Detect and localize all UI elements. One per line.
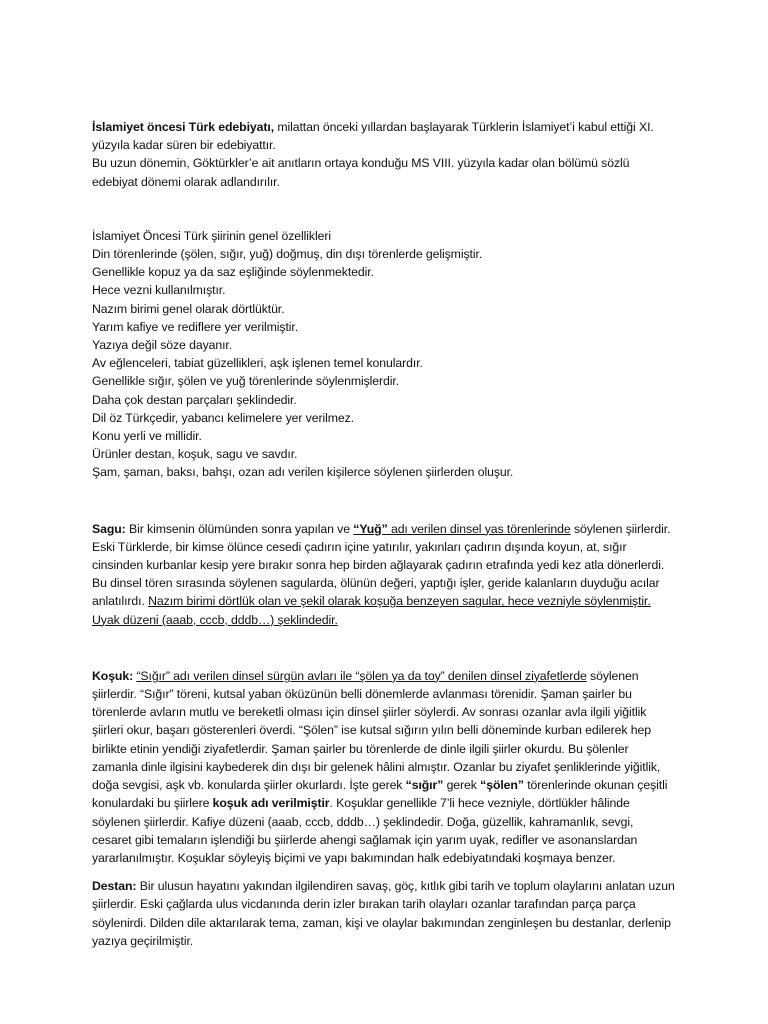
feature-item: Genellikle kopuz ya da saz eşliğinde söylenmektedir.	[92, 265, 374, 280]
destan-paragraph	[92, 877, 676, 950]
feature-item: Hece vezni kullanılmıştır.	[92, 283, 226, 298]
intro-text-1: milattan önceki yıllardan başlayarak Türklerin İslamiyet’i kabul ettiği XI. yüzyıla kadar süren bir edebiyattır.	[92, 120, 654, 153]
feature-item: Din törenlerinde (şölen, sığır, yuğ) doğmuş, din dışı törenlerde gelişmiştir.	[92, 247, 483, 262]
feature-item: Yazıya değil söze dayanır.	[92, 338, 233, 353]
feature-item: Av eğlenceleri, tabiat güzellikleri, aşk işlenen temel konulardır.	[92, 356, 423, 371]
destan-text: Bir ulusun hayatını yakından ilgilendiren savaş, göç, kıtlık gibi tarih ve toplum olaylarını anlatan uzun şiirlerdir. Eski çağlarda ulus vicdanında derin izler bırakan tarih olayları ozanlar tarafından parça parça söylenirdi. Dilden dile aktarılarak tema, zaman, kişi ve olaylar bakımından zenginleşen bu destanlar, derlenip yazıya geçirilmiştir.	[92, 879, 675, 948]
destan-term: Destan:	[92, 879, 137, 894]
sagu-text-4: Bu dinsel tören sırasında söylenen sagularda, ölünün değeri, yaptığı işler, geride kalanların duyduğu acılar anlatılırdı.	[92, 576, 660, 609]
sagu-yug-term: “Yuğ”	[353, 521, 388, 536]
feature-item: Ürünler destan, koşuk, sagu ve savdır.	[92, 447, 298, 462]
feature-item: Genellikle sığır, şölen ve yuğ törenlerinde söylenmişlerdir.	[92, 374, 400, 389]
feature-item: Dil öz Türkçedir, yabancı kelimelere yer verilmez.	[92, 410, 354, 425]
kosuk-solen-term: “şölen”	[480, 778, 524, 793]
kosuk-text-3: gerek	[443, 778, 481, 793]
sagu-term: Sagu:	[92, 521, 126, 536]
sagu-paragraph-2	[92, 574, 676, 629]
feature-item: Nazım birimi genel olarak dörtlüktür.	[92, 301, 285, 316]
kosuk-sigir-term: “sığır”	[405, 778, 444, 793]
kosuk-text-2: söylenen şiirlerdir. “Sığır” töreni, kutsal yaban öküzünün belli dönemlerde avlanması törenidir. Şaman şairler bu törenlerde avların mutlu ve bereketli olması için dinsel şiirler söylerdi. Av sonrası ozanlar avla ilgili yiğitlik şiirleri okur, başarı gösterenleri överdi. “Şölen” ise kutsal sığırın yılın belli döneminde kurban edilerek hep birlikte etinin yendiği ziyafetlerdir. Şaman şairler bu törenlerde de dinle ilgili şiirler okurdu. Bu şölenler zamanla dinle ilgisini kaybederek din dışı bir gelenek hâlini almıştır. Ozanlar bu ziyafet şenliklerinde yiğitlik, doğa sevgisi, aşk vb. konularda şiirler okurlardı. İşte gerek	[92, 668, 661, 793]
sagu-section	[92, 520, 676, 629]
sagu-paragraph-1	[92, 520, 676, 575]
feature-item: Şam, şaman, baksı, bahşı, ozan adı verilen kişilerce söylenen şiirlerden oluşur.	[92, 465, 514, 480]
intro-paragraph-2: Bu uzun dönemin, Göktürkler’e ait anıtların ortaya konduğu MS VIII. yüzyıla kadar olan bölümü sözlü edebiyat dönemi olarak adlandırılır.	[92, 156, 630, 189]
feature-item: Daha çok destan parçaları şeklindedir.	[92, 392, 297, 407]
features-section	[92, 227, 676, 482]
sagu-text-1: Bir kimsenin ölümünden sonra yapılan ve	[125, 521, 354, 536]
destan-section	[92, 877, 676, 950]
features-heading: İslamiyet Öncesi Türk şiirinin genel özellikleri	[92, 228, 331, 243]
kosuk-underlined-text: “Sığır” adı verilen dinsel sürgün avları ile “şölen ya da toy” denilen dinsel ziyafetlerde	[136, 668, 587, 683]
kosuk-paragraph	[92, 667, 676, 867]
feature-item: Konu yerli ve millidir.	[92, 429, 202, 444]
intro-title: İslamiyet öncesi Türk edebiyatı,	[92, 120, 275, 134]
feature-item: Yarım kafiye ve rediflere yer verilmiştir.	[92, 319, 299, 334]
intro-section	[92, 118, 676, 191]
kosuk-text-4: törenlerinde okunan çeşitli konulardaki bu şiirlere	[92, 778, 668, 811]
kosuk-section	[92, 667, 676, 867]
sagu-underlined-text: adı verilen dinsel yas törenlerinde	[387, 521, 571, 536]
kosuk-text-5: . Koşuklar genellikle 7’li hece vezniyle, dörtlükler hâlinde söylenen şiirlerdir. Kafiye düzeni (aaab, cccb, dddb…) şeklindedir. Doğa, güzellik, kahramanlık, sevgi, cesaret gibi temaların işlendiği bu şiirlerde ahengi sağlamak için yarım uyak, redifler ve asonanslardan yararlanılmıştır. Koşuklar söyleyiş biçimi ve yapı bakımından halk edebiyatındaki koşmaya benzer.	[92, 796, 638, 865]
sagu-underlined-form: Nazım birimi dörtlük olan ve şekil olarak koşuğa benzeyen sagular, hece vezniyle söylenmiştir. Uyak düzeni (aaab, cccb, dddb…) şeklindedir.	[92, 594, 651, 627]
sagu-text-3: söylenen şiirlerdir. Eski Türklerde, bir kimse ölünce cesedi çadırın içine yatırılır, yakınları çadırın dışında koyun, at, sığır cinsinden kurbanlar kesip yere bırakır sonra hep birden ağlayarak çadırın etrafında yedi kez atla dönerlerdi.	[92, 521, 671, 573]
kosuk-term: Koşuk:	[92, 668, 134, 683]
kosuk-name-phrase: koşuk adı verilmiştir	[212, 796, 330, 811]
intro-paragraph-1	[92, 118, 676, 154]
